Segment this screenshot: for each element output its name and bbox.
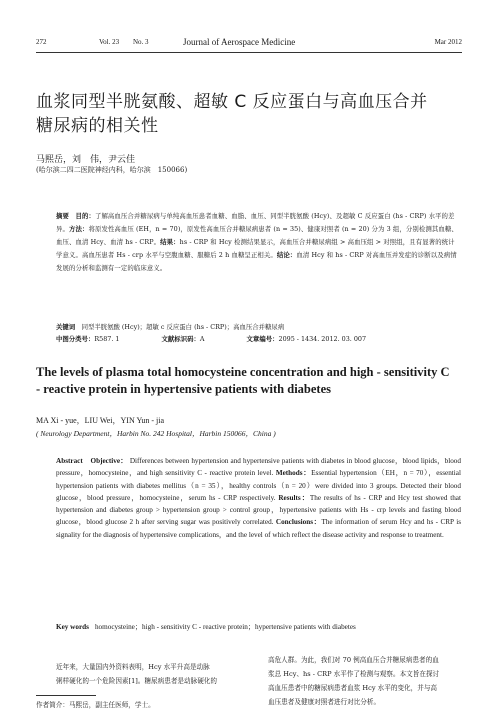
abstract-cn-result: hs - CRP 和 Hcy 检测结果显示，高血压合并糖尿病组 > 高血压组 > 对照组，且有显著的统计学意义。高血压患者 Hs - crp 水平与空腹血糖、服糖后 2 h 血糖呈正相关。 [56, 238, 455, 259]
journal-name: Journal of Aerospace Medicine [183, 37, 296, 47]
page-number: 272 [36, 38, 47, 46]
affiliation-english: ( Neurology Department，Harbin No. 242 Hospital，Harbin 150066，China ) [36, 429, 276, 438]
abstract-en-conclusion: The information of serum Hcy and hs - CRP is signality for the diagnosis of hypertensive complications，and the level of which reflect the disease activity and response to treatment. [56, 518, 461, 539]
abstract-en-objective: Differences between hypertension and hypertensive patients with diabetes in blood glucose，blood lipids，blood pressure，homocysteine，and high sensitivity C - reactive protein level. [56, 457, 461, 478]
running-header [36, 38, 462, 52]
title-en-line1: The levels of plasma total homocysteine concentration and high - sensitivity C [36, 365, 450, 379]
body-column-right [268, 653, 464, 709]
abstract-chinese [56, 210, 461, 275]
abstract-en-result-label: Results： [278, 493, 310, 502]
body-column-left [56, 660, 252, 688]
body-right-line1: 高危人群。为此，我们对 70 例高血压合并糖尿病患者的血 [268, 656, 439, 664]
abstract-cn-method: 将原发性高血压 (EH，n = 70)，原发性高血压合并糖尿病患者 (n = 35)、健康对照者 (n = 20) 分为 3 组，分别检测其血糖、血压、血清 Hcy、血清 hs - CRP。 [56, 225, 458, 246]
keywords-en-text: homocysteine；high - sensitivity C - reactive protein；hypertensive patients with diabetes [94, 623, 356, 631]
abstract-cn-label: 摘要 目的： [56, 212, 95, 220]
keywords-en-label: Key words [56, 623, 89, 631]
authors-english: MA Xi - yue，LIU Wei，YIN Yun - jia [36, 416, 165, 425]
body-left-line2: 粥样硬化的一个危险因素[1]。糖尿病患者是动脉硬化的 [56, 677, 217, 685]
body-right-line2: 浆总 Hcy、hs - CRP 水平作了检测与观察。本文旨在探讨 [268, 670, 440, 678]
volume: Vol. 23 [99, 38, 120, 46]
affiliation-chinese: (哈尔滨二四二医院神经内科，哈尔滨 150066) [36, 166, 188, 174]
title-english [36, 364, 476, 398]
classification-chinese [56, 334, 461, 343]
article-number-label: 文章编号： [246, 335, 279, 343]
title-chinese [36, 90, 466, 138]
abstract-cn-method-label: 方法： [68, 225, 89, 233]
abstract-english [56, 455, 461, 541]
abstract-cn-conclusion-label: 结论： [276, 251, 297, 259]
authors-chinese: 马熙岳，刘 伟，尹云佳 [36, 155, 136, 165]
keywords-cn-label: 关键词 [56, 323, 76, 331]
doc-code-value: A [199, 335, 205, 343]
abstract-en-method: Essential hypertension（EH，n = 70），essential hypertension patients with diabetes mellitus（n = 35），healthy controls（n = 20）were divided into 3 groups. Detected their blood glucose，blood pressure，homocysteine，serum hs - CRP respectively. [56, 469, 461, 502]
abstract-cn-conclusion: 血清 Hcy 和 hs - CRP 对高血压并发症的诊断以及病情发展的分析和监测有一定的临床意义。 [56, 251, 457, 272]
abstract-en-result: The results of hs - CRP and Hcy test showed that hypertension and diabetes group > hypertension group > control group，hypertensive patients with Hs - crp levels and fasting blood glucose，blood glucose 2 h after serving sugar was positively correlated. [56, 493, 461, 527]
clc-label: 中图分类号： [56, 335, 95, 343]
abstract-cn-result-label: 结果： [160, 238, 180, 246]
body-right-line4: 血压患者及健康对照者进行对比分析。 [268, 698, 381, 706]
footnote-rule [36, 695, 96, 696]
keywords-cn-text: 同型半胱氨酸 (Hcy)；超敏 c 反应蛋白 (hs - CRP)；高血压合并糖尿病 [81, 323, 285, 331]
header-rule [36, 52, 462, 53]
author-footnote: 作者简介：马熙岳，副主任医师，学士。 [36, 701, 155, 709]
article-number-value: 2095 - 1434. 2012. 03. 007 [278, 335, 367, 343]
abstract-en-conclusion-label: Conclusions： [275, 518, 322, 527]
keywords-chinese [56, 322, 461, 331]
clc-value: R587. 1 [94, 335, 120, 343]
issue: No. 3 [133, 38, 149, 46]
title-en-line2: - reactive protein in hypertensive patients with diabetes [36, 382, 332, 396]
body-left-line1: 近年来，大量国内外资料表明，Hcy 水平升高是动脉 [56, 663, 210, 671]
abstract-en-label: Abstract Objective： [56, 457, 128, 465]
issue-date: Mar 2012 [434, 38, 462, 46]
title-cn-line1: 血浆同型半胱氨酸、超敏 C 反应蛋白与高血压合并 [36, 92, 428, 112]
keywords-english [56, 622, 461, 632]
doc-code-label: 文献标识码： [161, 335, 200, 343]
body-right-line3: 高血压患者中的糖尿病患者血浆 Hcy 水平的变化，并与高 [268, 684, 438, 692]
abstract-cn-objective: 了解高血压合并糖尿病与单纯高血压患者血糖、血脂、血压、同型半胱氨酸 (Hcy)、及超敏 C 反应蛋白 (hs - CRP) 水平的差异。 [56, 212, 455, 233]
title-cn-line2: 糖尿病的相关性 [36, 116, 159, 136]
abstract-en-method-label: Methods： [275, 469, 312, 478]
